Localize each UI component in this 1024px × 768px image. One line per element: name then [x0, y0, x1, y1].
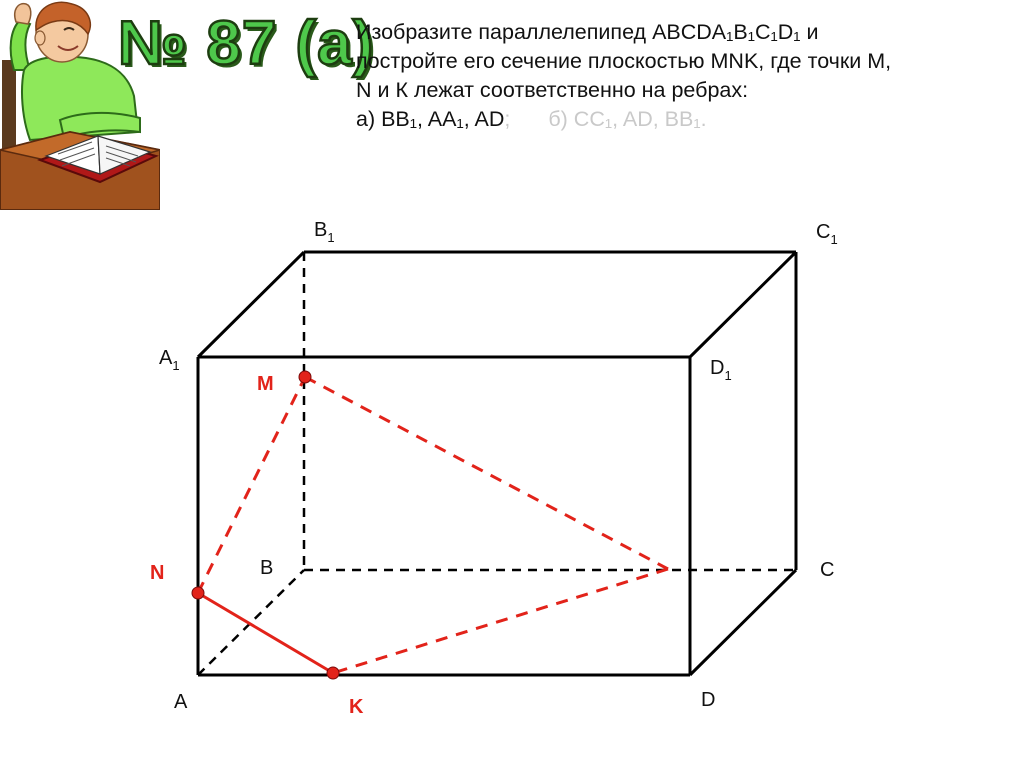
point-label-K: K — [349, 696, 364, 718]
section-segment-NM — [198, 377, 305, 593]
point-M-marker — [299, 371, 311, 383]
vertex-label-A: A — [174, 691, 188, 713]
section-dashed-lines — [198, 377, 668, 673]
vertex-label-B1-base: B — [314, 219, 328, 241]
vertex-label-B1 — [314, 219, 335, 245]
visible-edges — [198, 252, 796, 675]
edge-DC — [690, 570, 796, 675]
vertex-label-A1-sub: 1 — [172, 358, 180, 373]
vertex-label-C1 — [816, 221, 838, 247]
point-label-M: M — [257, 373, 274, 395]
problem-line-2: постройте его сечение плоскостью MNK, где точки M, — [356, 49, 892, 73]
edge-AB — [198, 570, 304, 675]
vertex-label-B1-sub: 1 — [327, 230, 335, 245]
vertex-label-B: B — [260, 557, 274, 579]
vertex-label-A1-base: A — [159, 347, 173, 369]
edge-D1C1 — [690, 252, 796, 357]
problem-line-1: Изобразите параллелепипед ABCDA₁B₁C₁D₁ и — [356, 20, 819, 44]
vertex-label-D1 — [710, 357, 732, 383]
part-separator: ; — [504, 107, 511, 131]
vertex-label-A1 — [159, 347, 180, 373]
vertex-label-D: D — [701, 689, 716, 711]
part-b: б) CC₁, AD, BB₁. — [548, 107, 707, 131]
vertex-label-D1-base: D — [710, 357, 725, 379]
section-segment-M-to-BC — [305, 377, 668, 569]
point-label-N: N — [150, 562, 165, 584]
section-segment-NK — [198, 593, 333, 673]
point-K-marker — [327, 667, 339, 679]
hidden-edges — [198, 252, 796, 675]
point-N-marker — [192, 587, 204, 599]
edge-A1B1 — [198, 252, 304, 357]
section-segment-BC-to-K — [333, 569, 668, 673]
vertex-label-C: C — [820, 559, 835, 581]
vertex-label-D1-sub: 1 — [724, 368, 732, 383]
vertex-label-C1-sub: 1 — [830, 232, 838, 247]
vertex-label-C1-base: C — [816, 221, 831, 243]
section-lines — [198, 377, 668, 673]
slide-title: № 87 (а) — [118, 9, 375, 78]
part-a: а) BB₁, AA₁, AD — [356, 107, 505, 131]
problem-line-3: N и К лежат соответственно на ребрах: — [356, 78, 749, 102]
